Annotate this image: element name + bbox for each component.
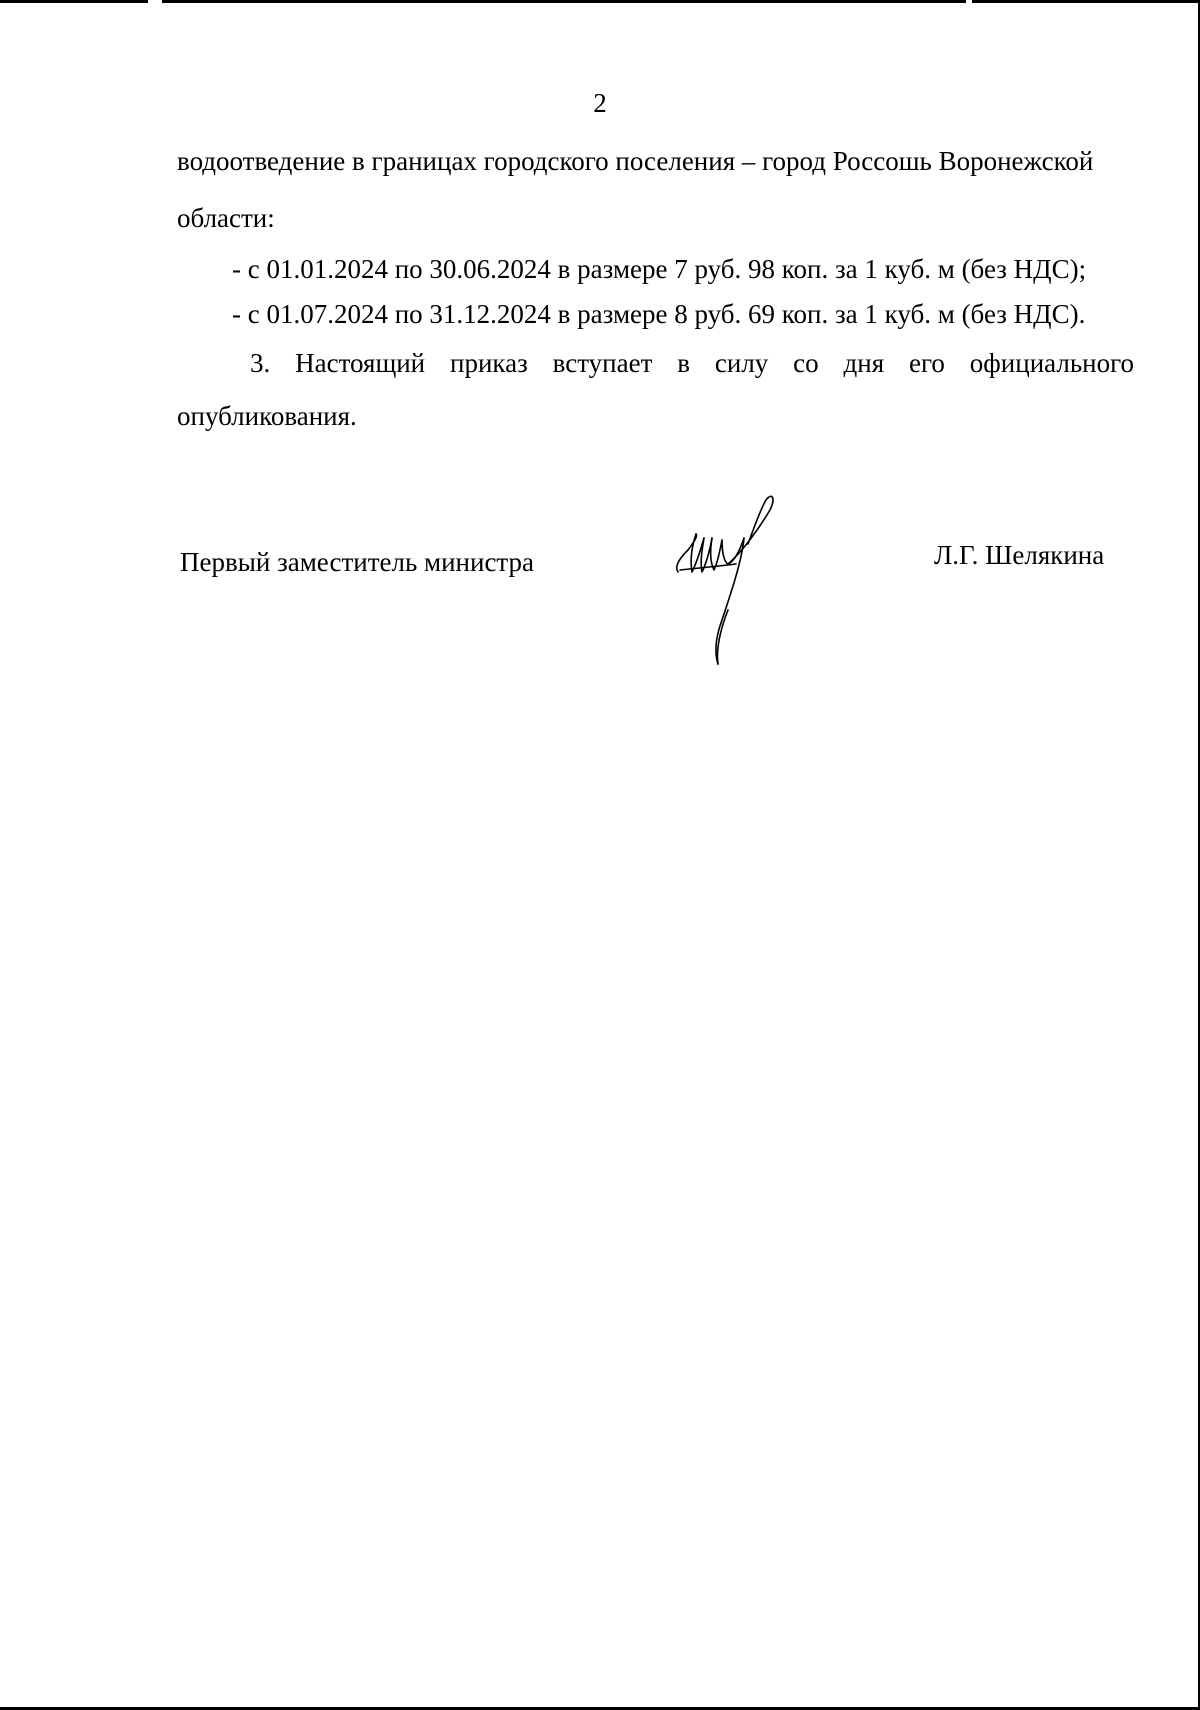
tariff-item: - с 01.07.2024 по 31.12.2024 в размере 8 руб. 69 коп. за 1 куб. м (без НДС). [232, 299, 1086, 329]
scan-edge-gap [966, 0, 972, 3]
tariff-item: - с 01.01.2024 по 30.06.2024 в размере 7 руб. 98 коп. за 1 куб. м (без НДС); [232, 254, 1087, 284]
signatory-position: Первый заместитель министра [180, 547, 535, 577]
clause-3-text: 3. Настоящий приказ вступает в силу со дня его официального [250, 348, 1134, 378]
handwritten-signature [670, 480, 810, 670]
scan-edge-top [0, 0, 1200, 3]
scan-edge-gap [148, 0, 162, 3]
body-text-line: опубликования. [177, 401, 357, 431]
page-number: 2 [593, 88, 607, 118]
signatory-name: Л.Г. Шелякина [934, 540, 1105, 570]
body-text-line: области: [177, 203, 275, 233]
body-text-line: водоотведение в границах городского поселения – город Россошь Воронежской [177, 146, 1094, 176]
